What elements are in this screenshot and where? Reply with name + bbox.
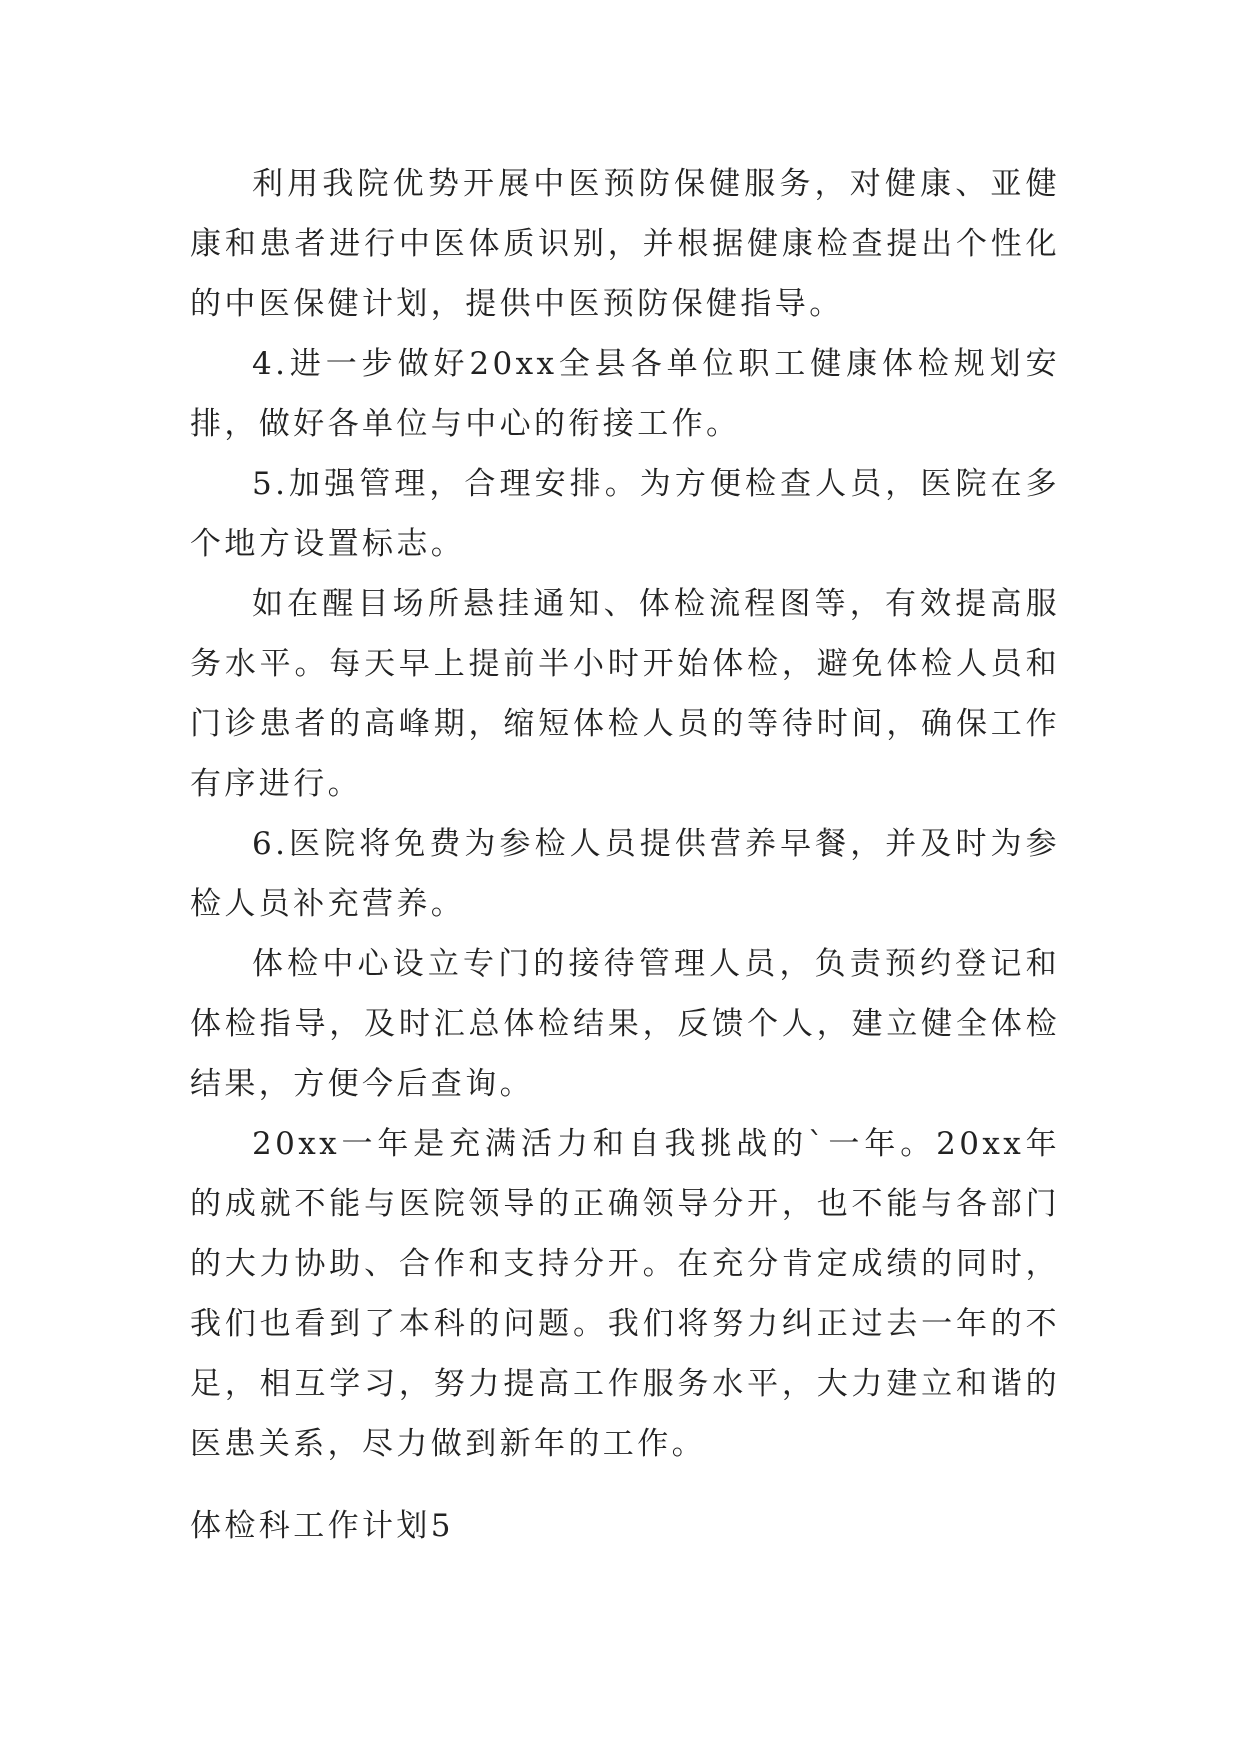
paragraph-item-5: 5.加强管理，合理安排。为方便检查人员，医院在多个地方设置标志。 bbox=[190, 466, 1060, 562]
paragraph-item-6: 6.医院将免费为参检人员提供营养早餐，并及时为参检人员补充营养。 bbox=[190, 826, 1060, 922]
document-body bbox=[190, 154, 1060, 1474]
section-heading: 体检科工作计划5 bbox=[190, 1508, 454, 1544]
paragraph-tcm-preventive-care: 利用我院优势开展中医预防保健服务，对健康、亚健康和患者进行中医体质识别，并根据健康检查提出个性化的中医保健计划，提供中医预防保健指导。 bbox=[190, 166, 1060, 322]
paragraph-year-summary: 20xx一年是充满活力和自我挑战的`一年。20xx年的成就不能与医院领导的正确领导分开，也不能与各部门的大力协助、合作和支持分开。在充分肯定成绩的同时，我们也看到了本科的问题。我们将努力纠正过去一年的不足，相互学习，努力提高工作服务水平，大力建立和谐的医患关系，尽力做到新年的工作。 bbox=[190, 1126, 1060, 1462]
paragraph-reception-staff: 体检中心设立专门的接待管理人员，负责预约登记和体检指导，及时汇总体检结果，反馈个人，建立健全体检结果，方便今后查询。 bbox=[190, 946, 1060, 1102]
paragraph-item-4: 4.进一步做好20xx全县各单位职工健康体检规划安排，做好各单位与中心的衔接工作。 bbox=[190, 346, 1060, 442]
paragraph-notices-and-schedule: 如在醒目场所悬挂通知、体检流程图等，有效提高服务水平。每天早上提前半小时开始体检，避免体检人员和门诊患者的高峰期，缩短体检人员的等待时间，确保工作有序进行。 bbox=[190, 586, 1060, 802]
